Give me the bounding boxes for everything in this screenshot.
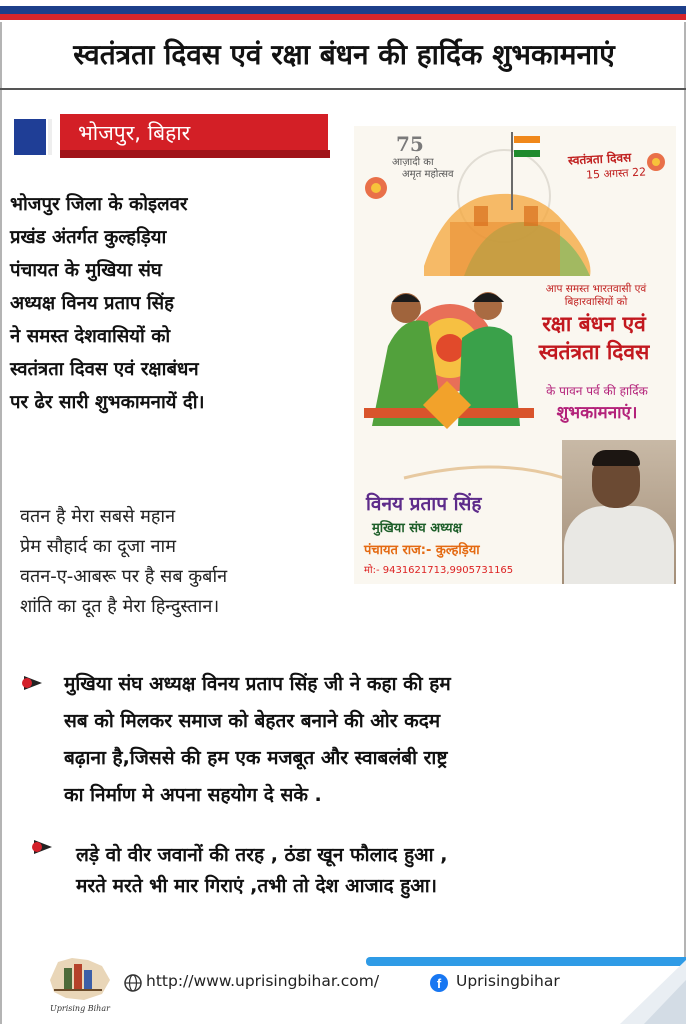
- lead-line: पंचायत के मुखिया संघ: [10, 260, 162, 281]
- poster-logo-number: 75: [396, 132, 424, 156]
- lead-line: ने समस्त देशवासियों को: [10, 326, 171, 347]
- poster-person-role: मुखिया संघ अध्यक्ष: [372, 521, 462, 536]
- poster-date-title: स्वतंत्रता दिवस: [567, 150, 632, 168]
- stripe-red: [0, 14, 686, 20]
- poster-logo-line2: अमृत महोत्सव: [402, 169, 454, 180]
- point-line: का निर्माण मे अपना सहयोग दे सके .: [64, 784, 322, 806]
- poem-line: वतन है मेरा सबसे महान: [20, 506, 176, 527]
- poem: [20, 502, 340, 622]
- facebook-icon: f: [430, 974, 448, 992]
- stripe-blue: [0, 6, 686, 14]
- poster-subtitle-line2: बिहारवासियों को: [564, 296, 628, 308]
- corner-decoration: [600, 960, 686, 1024]
- page-title: स्वतंत्रता दिवस एवं रक्षा बंधन की हार्दिक शुभकामनाएं: [73, 38, 615, 71]
- poster-heading-line1: रक्षा बंधन एवं: [542, 312, 646, 336]
- poem-line: वतन-ए-आबरू पर है सब कुर्बान: [20, 566, 228, 587]
- poster-subtitle-line1: आप समस्त भारतवासी एवं: [545, 283, 647, 295]
- point-line: बढ़ाना है,जिससे की हम एक मजबूत और स्वाबलंबी राष्ट्र: [64, 747, 448, 769]
- lead-line: भोजपुर जिला के कोइलवर: [10, 194, 188, 215]
- photo-hair: [592, 450, 640, 466]
- location-banner-blue: [14, 119, 46, 155]
- poster-logo-line1: आज़ादी का: [392, 157, 434, 168]
- point-line: मरते मरते भी मार गिराएं ,तभी तो देश आजाद हुआ।: [76, 875, 437, 897]
- poster-heading-line2: स्वतंत्रता दिवस: [538, 340, 650, 364]
- title-divider: [0, 88, 686, 90]
- bullet-arrow-icon: [30, 840, 52, 854]
- location-label: भोजपुर, बिहार: [78, 121, 191, 145]
- point-line: सब को मिलकर समाज को बेहतर बनाने की ओर कदम: [64, 710, 441, 732]
- lead-line: अध्यक्ष विनय प्रताप सिंह: [10, 293, 174, 314]
- lead-line: स्वतंत्रता दिवस एवं रक्षाबंधन: [10, 359, 199, 380]
- website-link[interactable]: http://www.uprisingbihar.com/: [146, 972, 380, 990]
- uprising-bihar-logo: [44, 950, 114, 1008]
- lead-line: प्रखंड अंतर्गत कुल्हड़िया: [10, 227, 167, 248]
- poster-wish-line1: के पावन पर्व की हार्दिक: [546, 384, 648, 398]
- poster-mobile: मो:- 9431621713,9905731165: [364, 565, 514, 576]
- lead-line: पर ढेर सारी शुभकामनायें दी।: [10, 392, 205, 413]
- quote-point-1: [64, 666, 674, 814]
- poster-person-place: पंचायत राज:- कुल्हड़िया: [364, 543, 480, 558]
- bullet-arrow-icon: [20, 676, 42, 690]
- footer-logo-text: Uprising Bihar: [50, 1004, 110, 1013]
- point-line: मुखिया संघ अध्यक्ष विनय प्रताप सिंह जी ने कहा की हम: [64, 673, 451, 695]
- person-photo: [562, 440, 676, 584]
- quote-point-2: [76, 840, 676, 902]
- photo-body: [564, 506, 674, 584]
- location-banner-white: [48, 119, 60, 155]
- poem-line: प्रेम सौहार्द का दूजा नाम: [20, 536, 176, 557]
- poster-wish-line2: शुभकामनाएं।: [556, 403, 638, 423]
- poster-person-name: विनय प्रताप सिंह: [366, 493, 482, 515]
- poem-line: शांति का दूत है मेरा हिन्दुस्तान।: [20, 596, 220, 617]
- greeting-poster: [354, 126, 676, 584]
- point-line: लड़े वो वीर जवानों की तरह , ठंडा खून फौलाद हुआ ,: [76, 844, 448, 866]
- poster-date: 15 अगस्त 22: [585, 165, 647, 182]
- facebook-link[interactable]: Uprisingbihar: [456, 972, 560, 990]
- location-banner-shadow: [60, 150, 330, 158]
- lead-paragraph: [10, 188, 340, 419]
- globe-icon: [124, 974, 142, 992]
